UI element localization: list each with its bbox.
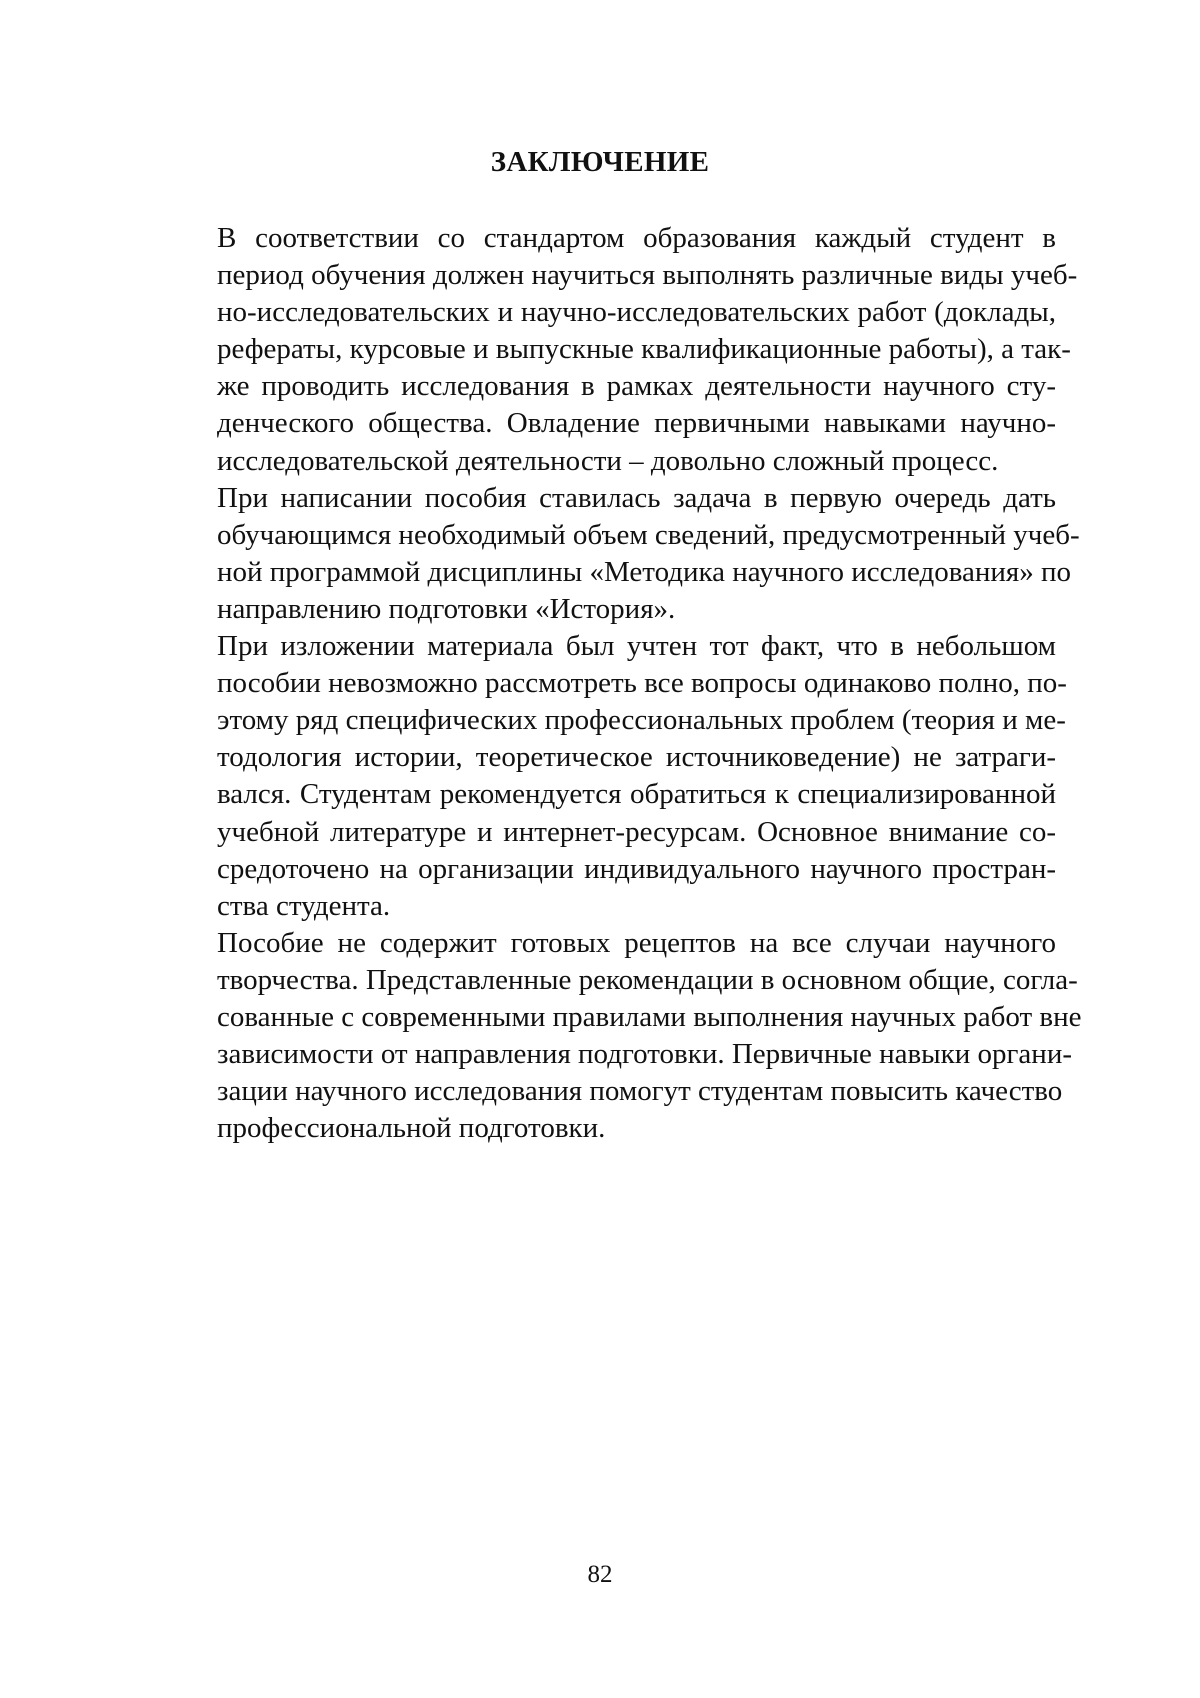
text-line: направлению подготовки «История». — [217, 592, 676, 625]
page-title: ЗАКЛЮЧЕНИЕ — [490, 146, 710, 178]
text-line: обучающимся необходимый объем сведений, предусмотренный учеб- — [217, 518, 1080, 551]
text-line: зависимости от направления подготовки. Первичные навыки органи- — [217, 1038, 1072, 1071]
text-line: рефераты, курсовые и выпускные квалификационные работы), а так- — [217, 333, 1071, 366]
text-line: средоточено на организации индивидуального научного простран- — [217, 852, 1056, 885]
text-line: При написании пособия ставилась задача в первую очередь дать — [217, 481, 1056, 514]
text-line: же проводить исследования в рамках деятельности научного сту- — [217, 370, 1056, 403]
text-line: период обучения должен научиться выполнять различные виды учеб- — [217, 259, 1078, 292]
paragraph-2 — [144, 480, 1080, 628]
text-line: сованные с современными правилами выполнения научных работ вне — [217, 1000, 1082, 1033]
text-line: ства студента. — [217, 889, 391, 922]
text-line: зации научного исследования помогут студентам повысить качество — [217, 1075, 1063, 1108]
text-line: учебной литературе и интернет-ресурсам. Основное внимание со- — [217, 815, 1056, 848]
text-line: Пособие не содержит готовых рецептов на все случаи научного — [217, 926, 1056, 959]
text-line: пособии невозможно рассмотреть все вопросы одинаково полно, по- — [217, 667, 1067, 700]
text-line: творчества. Представленные рекомендации в основном общие, согла- — [217, 963, 1078, 996]
text-line: При изложении материала был учтен тот факт, что в небольшом — [217, 630, 1056, 663]
text-line: этому ряд специфических профессиональных проблем (теория и ме- — [217, 704, 1066, 737]
paragraph-4 — [144, 925, 1082, 1148]
body-text — [144, 220, 1082, 1147]
text-line: но-исследовательских и научно-исследовательских работ (доклады, — [217, 296, 1056, 329]
paragraph-1 — [144, 220, 1078, 480]
text-line: исследовательской деятельности – довольно сложный процесс. — [217, 444, 999, 477]
page-number: 82 — [587, 1561, 613, 1588]
paragraph-3 — [144, 628, 1067, 925]
text-line: профессиональной подготовки. — [217, 1112, 606, 1145]
text-line: ной программой дисциплины «Методика научного исследования» по — [217, 555, 1072, 588]
text-line: В соответствии со стандартом образования каждый студент в — [217, 222, 1056, 254]
text-line: денческого общества. Овладение первичными навыками научно- — [217, 407, 1056, 440]
text-line: тодология истории, теоретическое источниковедение) не затраги- — [217, 741, 1056, 774]
text-line: вался. Студентам рекомендуется обратиться к специализированной — [217, 778, 1056, 811]
